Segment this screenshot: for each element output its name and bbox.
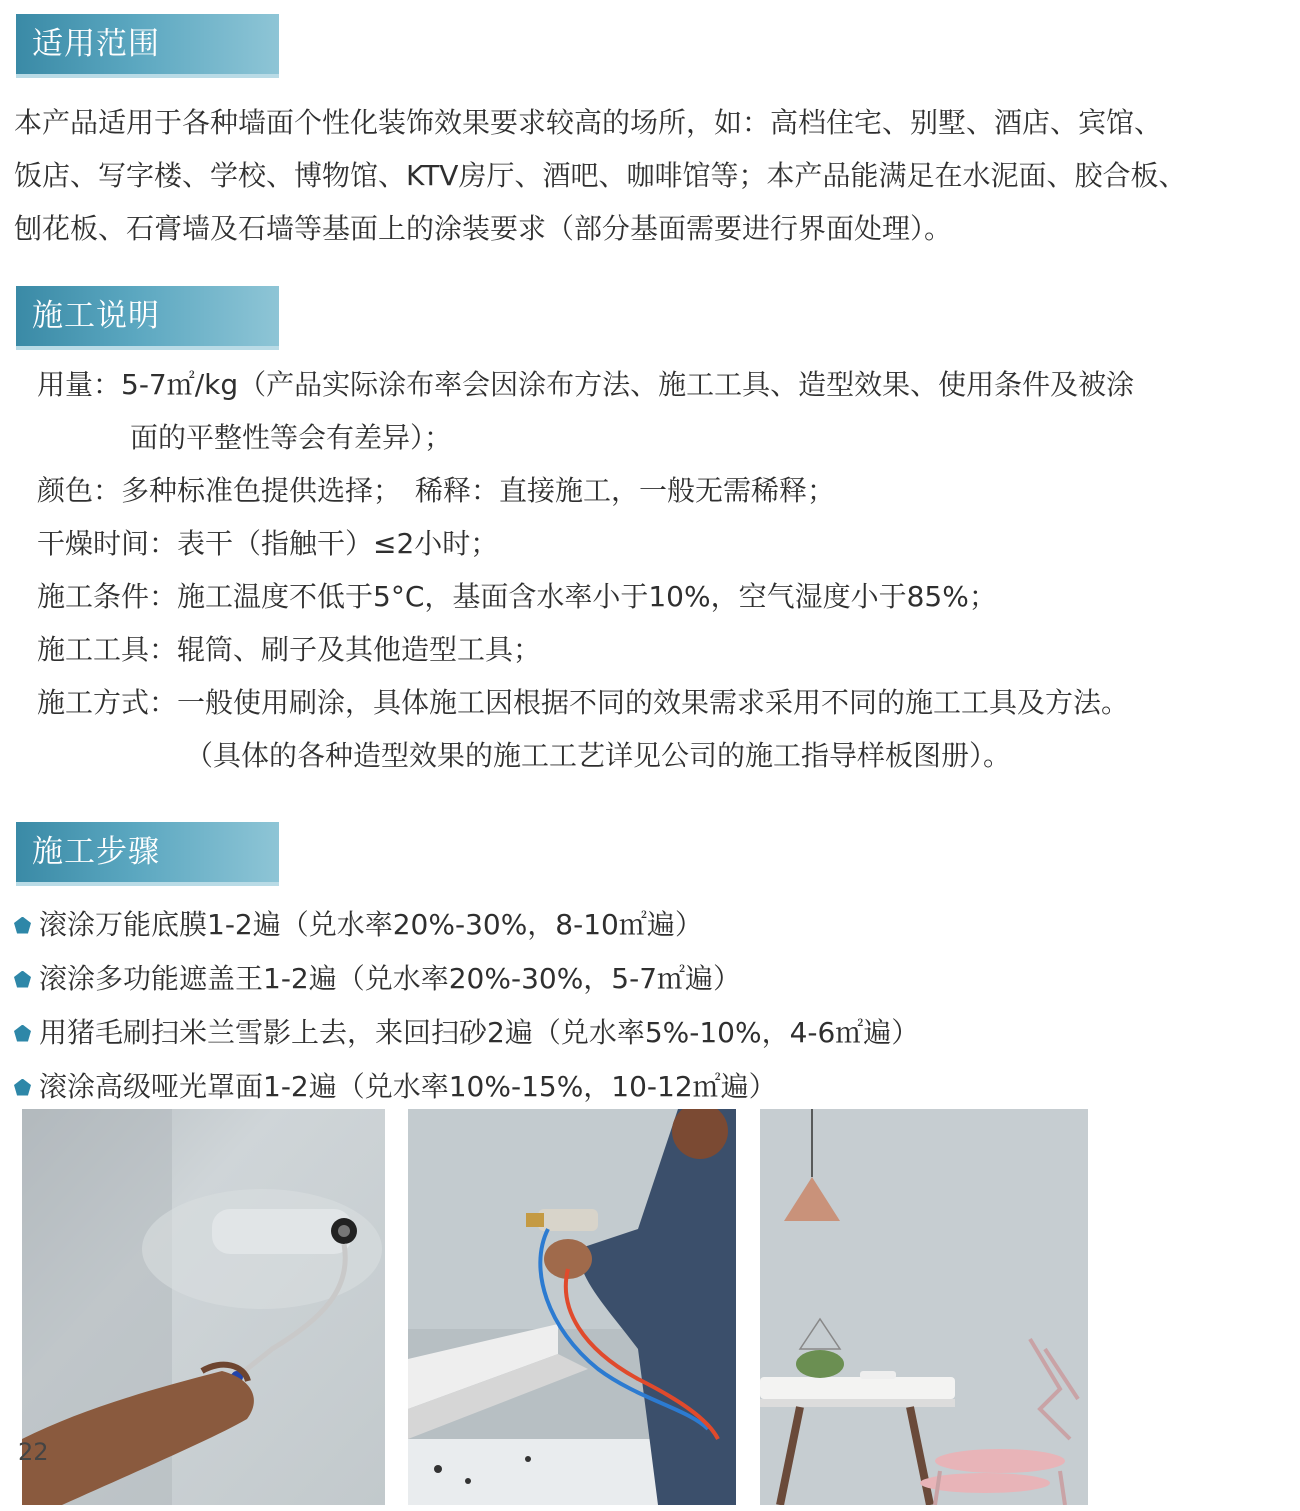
section-title-construction: 施工说明 <box>16 286 279 346</box>
step-text: 滚涂多功能遮盖王1-2遍（兑水率20%-30%，5-7㎡遍） <box>39 962 742 995</box>
tools-line: 施工工具：辊筒、刷子及其他造型工具； <box>37 633 542 666</box>
method-line-1: 施工方式：一般使用刷涂，具体施工因根据不同的效果需求采用不同的施工工具及方法。 <box>37 686 1130 719</box>
steps-list <box>14 898 1284 1114</box>
step-item <box>14 1006 1284 1060</box>
section-title-scope: 适用范围 <box>16 14 279 74</box>
color-dilution-line: 颜色：多种标准色提供选择； 稀释：直接施工，一般无需稀释； <box>37 474 836 507</box>
scope-line-1: 本产品适用于各种墙面个性化装饰效果要求较高的场所，如：高档住宅、别墅、酒店、宾馆、 <box>14 106 1163 139</box>
roller-illustration <box>22 1109 385 1505</box>
step-item <box>14 898 1284 952</box>
photo-finished-interior <box>760 1109 1088 1505</box>
interior-illustration <box>760 1109 1088 1505</box>
construction-spec <box>37 358 1287 782</box>
conditions-line: 施工条件：施工温度不低于5°C，基面含水率小于10%，空气湿度小于85%； <box>37 580 997 613</box>
scope-paragraph <box>14 96 1289 255</box>
section-title-steps: 施工步骤 <box>16 822 279 882</box>
usage-line-2: 面的平整性等会有差异）； <box>130 421 453 454</box>
pentagon-bullet-icon <box>14 917 31 934</box>
photo-roller-application <box>22 1109 385 1505</box>
scope-line-2: 饭店、写字楼、学校、博物馆、KTV房厅、酒吧、咖啡馆等；本产品能满足在水泥面、胶合板、 <box>14 159 1187 192</box>
step-text: 滚涂万能底膜1-2遍（兑水率20%-30%，8-10㎡遍） <box>39 908 703 941</box>
spray-illustration <box>408 1109 736 1505</box>
step-item <box>14 952 1284 1006</box>
scope-line-3: 刨花板、石膏墙及石墙等基面上的涂装要求（部分基面需要进行界面处理）。 <box>14 212 953 245</box>
page-number: 22 <box>18 1438 49 1466</box>
method-line-2: （具体的各种造型效果的施工工艺详见公司的施工指导样板图册）。 <box>185 739 1012 772</box>
pentagon-bullet-icon <box>14 971 31 988</box>
step-text: 滚涂高级哑光罩面1-2遍（兑水率10%-15%，10-12㎡遍） <box>39 1070 777 1103</box>
step-text: 用猪毛刷扫米兰雪影上去，来回扫砂2遍（兑水率5%-10%，4-6㎡遍） <box>39 1016 920 1049</box>
usage-line-1: 用量：5-7㎡/kg（产品实际涂布率会因涂布方法、施工工具、造型效果、使用条件及被涂 <box>37 368 1135 401</box>
pentagon-bullet-icon <box>14 1079 31 1096</box>
photo-spray-application <box>408 1109 736 1505</box>
step-item <box>14 1060 1284 1114</box>
drying-time-line: 干燥时间：表干（指触干）≤2小时； <box>37 527 499 560</box>
pentagon-bullet-icon <box>14 1025 31 1042</box>
